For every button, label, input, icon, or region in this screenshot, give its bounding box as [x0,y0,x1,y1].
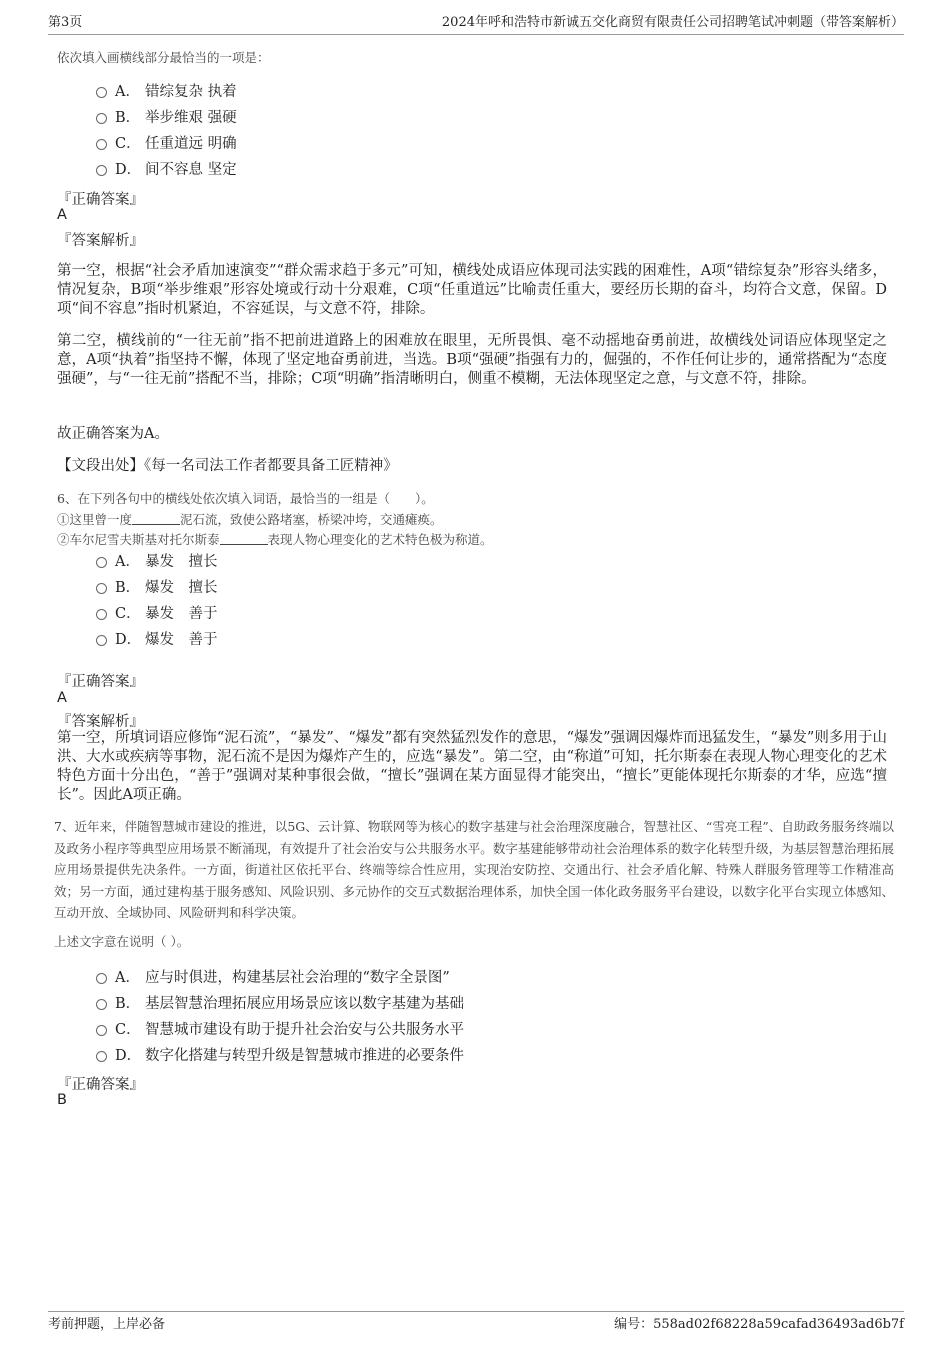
fill-blank [132,512,180,525]
q5-analysis-paragraph-2: 第二空，横线前的“一往无前”指不把前进道路上的困难放在眼里，无所畏惧、毫不动摇地奋勇前进，故横线处词语应体现坚定之意，A项“执着”指坚持不懈，体现了坚定地奋勇前进，当选。B项“强硬”指强有力的，倔强的，不作任何让步的，通常搭配为“态度强硬”，与“一往无前”搭配不当，排除；C项“明确”指清晰明白，侧重不模糊，无法体现坚定之意，与文意不符，排除。 [57,333,887,387]
q7-option-d[interactable]: D． 数字化搭建与转型升级是智慧城市推进的必要条件 [96,1046,464,1066]
radio-icon[interactable] [96,139,107,150]
q5-conclusion: 故正确答案为A。 [57,426,169,442]
q6-sentence-1: ①这里曾一度 泥石流，致使公路堵塞，桥梁冲垮，交通瘫痪。 [57,512,443,527]
q6-option-d[interactable]: D． 爆发 善于 [96,630,218,650]
q5-answer: A [57,207,67,223]
radio-icon[interactable] [96,113,107,124]
q5-analysis-label: 『答案解析』 [57,233,144,249]
q5-option-b[interactable]: B． 举步维艰 强硬 [96,108,237,128]
q5-option-d[interactable]: D． 间不容息 坚定 [96,160,237,180]
footer-slogan: 考前押题，上岸必备 [48,1317,166,1332]
radio-icon[interactable] [96,973,107,984]
q7-question: 上述文字意在说明（ ）。 [54,934,190,949]
q6-answer-label: 『正确答案』 [57,674,144,690]
q5-option-a[interactable]: A． 错综复杂 执着 [96,82,237,102]
page-number: 第3页 [48,15,83,30]
fill-blank [220,532,268,545]
radio-icon[interactable] [96,999,107,1010]
radio-icon[interactable] [96,635,107,646]
q5-analysis-paragraph-1: 第一空，根据“社会矛盾加速演变”“群众需求趋于多元”可知，横线处成语应体现司法实践的困难性，A项“错综复杂”形容头绪多，情况复杂，B项“举步维艰”形容处境或行动十分艰难，C项“任重道远”比喻责任重大，要经历长期的奋斗，均符合文意，保留。D项“间不容息”指时机紧迫，不容延误，与文意不符，排除。 [57,263,887,317]
radio-icon[interactable] [96,1025,107,1036]
q6-answer: A [57,690,67,706]
q7-answer-label: 『正确答案』 [57,1077,144,1093]
radio-icon[interactable] [96,557,107,568]
q5-source: 【文段出处】《每一名司法工作者都要具备工匠精神》 [57,458,398,474]
radio-icon[interactable] [96,583,107,594]
radio-icon[interactable] [96,609,107,620]
page-header [48,14,904,35]
document-title: 2024年呼和浩特市新诚五交化商贸有限责任公司招聘笔试冲刺题（带答案解析） [441,15,904,30]
q6-option-b[interactable]: B． 爆发 擅长 [96,578,218,598]
q6-analysis-label: 『答案解析』 [57,714,144,730]
q5-stem: 依次填入画横线部分最恰当的一项是： [57,50,270,65]
q5-answer-label: 『正确答案』 [57,192,144,208]
q6-stem: 6、在下列各句中的横线处依次填入词语，最恰当的一组是（ ）。 [57,491,434,506]
q7-option-b[interactable]: B． 基层智慧治理拓展应用场景应该以数字基建为基础 [96,994,464,1014]
q6-analysis: 第一空，所填词语应修饰“泥石流”，“暴发”、“爆发”都有突然猛烈发作的意思，“爆发”强调因爆炸而迅猛发生，“暴发”则多用于山洪、大水或疾病等事物，泥石流不是因为爆炸产生的，应选“暴发”。第二空，由“称道”可知，托尔斯泰在表现人物心理变化的艺术特色方面十分出色，“善于”强调对某种事很会做，“擅长”强调在某方面显得才能突出，“擅长”更能体现托尔斯泰的才华，应选“擅长”。因此A项正确。 [57,730,887,803]
radio-icon[interactable] [96,1051,107,1062]
radio-icon[interactable] [96,87,107,98]
q6-option-a[interactable]: A． 暴发 擅长 [96,552,218,572]
page-footer [48,1311,904,1334]
document-code: 编号：558ad02f68228a59cafad36493ad6b7f [614,1317,904,1332]
radio-icon[interactable] [96,165,107,176]
q6-option-c[interactable]: C． 暴发 善于 [96,604,218,624]
q7-option-a[interactable]: A． 应与时俱进，构建基层社会治理的“数字全景图” [96,968,450,988]
q7-option-c[interactable]: C． 智慧城市建设有助于提升社会治安与公共服务水平 [96,1020,464,1040]
q7-passage: 7、近年来，伴随智慧城市建设的推进，以5G、云计算、物联网等为核心的数字基建与社会治理深度融合，智慧社区、“雪亮工程”、自助政务服务终端以及政务小程序等典型应用场景不断涌现，有效提升了社会治安与公共服务水平。数字基建能够带动社会治理体系的数字化转型升级，为基层智慧治理拓展应用场景提供先决条件。一方面，街道社区依托平台、终端等综合性应用，实现治安防控、交通出行、社会矛盾化解、特殊人群服务管理等工作精准高效；另一方面，通过建构基于服务感知、风险识别、多元协作的交互式数据治理体系，加快全国一体化政务服务平台建设，以数字化平台实现立体感知、互动开放、全域协同、风险研判和科学决策。 [54,819,894,920]
q7-answer: B [57,1092,67,1108]
q5-option-c[interactable]: C． 任重道远 明确 [96,134,237,154]
q6-sentence-2: ②车尔尼雪夫斯基对托尔斯泰 表现人物心理变化的艺术特色极为称道。 [57,532,493,547]
